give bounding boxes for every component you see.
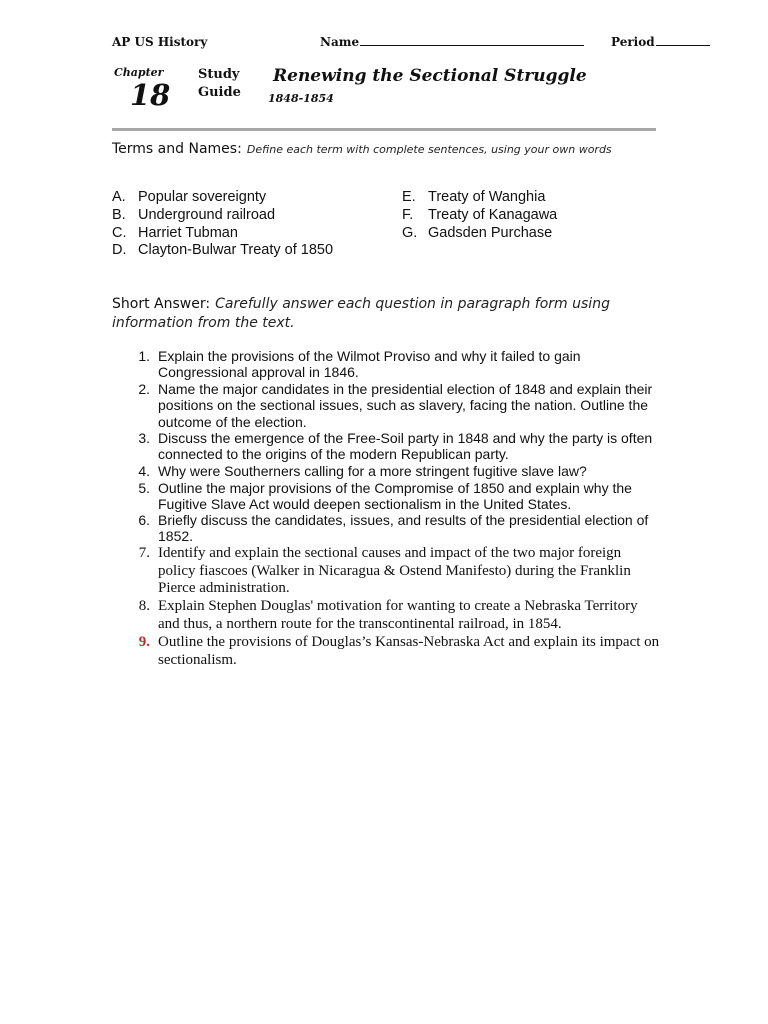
name-blank-line [360, 45, 584, 46]
name-label: Name [320, 35, 360, 49]
term-letter: C. [112, 224, 127, 241]
list-item [402, 207, 557, 225]
term-text: Gadsden Purchase [428, 224, 553, 241]
guide-word: Guide [198, 85, 241, 100]
study-word: Study [198, 67, 240, 82]
question-number: 7. [138, 545, 150, 561]
term-letter: E. [402, 189, 416, 205]
question-item [130, 348, 660, 381]
question-text: Outline the major provisions of the Compromise of 1850 and explain why the Fugitive Slave Act would deepen sectionalism in the United States. [158, 480, 632, 513]
question-text: Outline the provisions of Douglas’s Kansas-Nebraska Act and explain its impact on sectionalism. [158, 634, 660, 668]
list-item [402, 189, 557, 207]
question-text: Name the major candidates in the presidential election of 1848 and explain their positions on the sectional issues, such as slavery, facing the nation. Outline the outcome of the election. [158, 381, 653, 430]
chapter-number: 18 [130, 78, 171, 112]
question-item [130, 463, 660, 479]
list-item [112, 207, 333, 225]
term-letter: F. [402, 206, 414, 223]
terms-list-left [112, 189, 333, 260]
term-text: Treaty of Kanagawa [428, 206, 558, 223]
question-text: Briefly discuss the candidates, issues, and results of the presidential election of 1852. [158, 512, 649, 545]
course-label: AP US History [112, 35, 208, 49]
question-item [130, 480, 660, 513]
term-text: Harriet Tubman [138, 224, 238, 241]
study-guide-label [198, 66, 241, 102]
question-text: Explain Stephen Douglas' motivation for wanting to create a Nebraska Territory and thus, a northern route for the transcontinental railroad, in 1854. [158, 598, 638, 632]
question-number: 3. [138, 430, 150, 446]
list-item [112, 189, 333, 207]
question-number: 1. [138, 348, 150, 364]
term-text: Popular sovereignty [138, 189, 267, 205]
name-field [320, 35, 584, 49]
period-field [611, 35, 710, 49]
terms-heading [112, 138, 612, 157]
question-item [130, 430, 660, 463]
question-text: Discuss the emergence of the Free-Soil party in 1848 and why the party is often connected to the origins of the modern Republican party. [158, 430, 653, 463]
chapter-label: Chapter [114, 66, 164, 79]
period-label: Period [611, 35, 655, 49]
question-number: 9. [138, 634, 150, 650]
short-answer-label: Short Answer: [112, 296, 211, 312]
question-text: Explain the provisions of the Wilmot Proviso and why it failed to gain Congressional approval in 1846. [158, 348, 581, 381]
period-blank-line [656, 45, 710, 46]
term-text: Treaty of Wanghia [428, 189, 546, 205]
question-number: 4. [138, 463, 150, 479]
question-item [130, 381, 660, 430]
page-title: Renewing the Sectional Struggle [273, 66, 587, 86]
question-number: 6. [138, 512, 150, 528]
short-answer-instruction: Carefully answer each question in paragraph form using information from the text. [112, 296, 610, 331]
term-letter: G. [402, 224, 418, 241]
term-text: Clayton-Bulwar Treaty of 1850 [138, 242, 334, 259]
list-item [112, 242, 333, 260]
question-item [130, 545, 660, 598]
header-divider [112, 128, 656, 131]
question-number: 8. [138, 598, 150, 614]
question-text: Why were Southerners calling for a more stringent fugitive slave law? [158, 463, 587, 479]
short-answer-heading [112, 294, 632, 332]
question-number: 2. [138, 381, 150, 397]
list-item [402, 225, 557, 243]
question-item [130, 634, 660, 669]
term-text: Underground railroad [138, 206, 276, 223]
term-letter: A. [112, 189, 126, 205]
question-item [130, 512, 660, 545]
term-letter: D. [112, 242, 127, 259]
year-range: 1848-1854 [268, 92, 334, 105]
terms-instruction: Define each term with complete sentences, using your own words [246, 143, 612, 156]
question-text: Identify and explain the sectional causes and impact of the two major foreign policy fiascoes (Walker in Nicaragua & Ostend Manifesto) during the Franklin Pierce administration. [158, 545, 631, 597]
list-item [112, 225, 333, 243]
terms-label: Terms and Names: [112, 141, 242, 157]
term-letter: B. [112, 206, 126, 223]
question-item [130, 598, 660, 633]
question-number: 5. [138, 480, 150, 496]
terms-list-right [402, 189, 557, 242]
